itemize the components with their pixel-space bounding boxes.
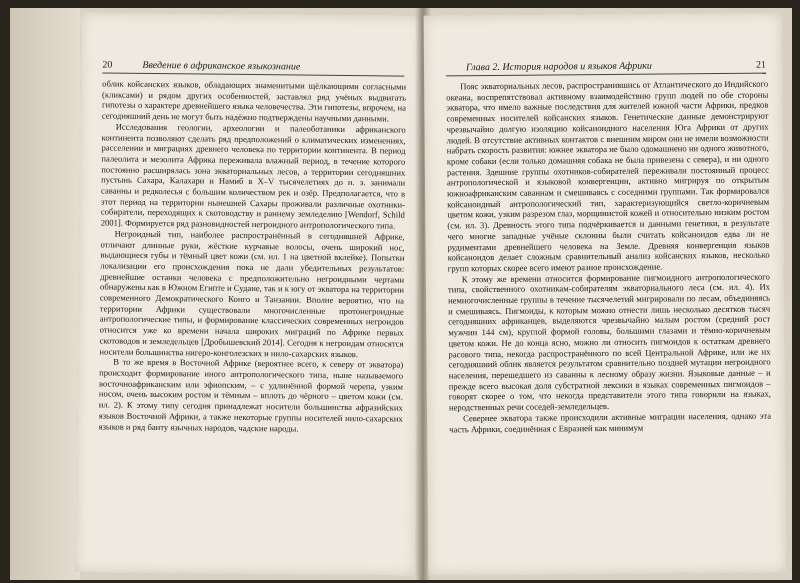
running-title: Глава 2. История народов и языков Африки: [465, 60, 652, 74]
paragraph: Пояс экваториальных лесов, распространившись от Атлантического до Индийского океана, воспрепятствовал активному взаимодействию групп людей по обе стороны экватора, что имело важные последствия для жителей южной части Африки, предков современных носителей койсанских языков. Генетические данные демонстрируют чрезвычайно долгую изоляцию койсаноидного населения Юга Африки от других людей. В отсутствие активных контактов с внешним миром они не имели возможности набрать скорость развития: южнее экватора не было одомашнено ни одного животного, кроме собаки (если только домашняя собака не была привезена с севера), и ни одного растения. Здешние группы охотников-собирателей переживали постоянный процесс антропологической и языковой конвергенции, активно мигрируя по открытым южноафриканским саваннам и смешиваясь с соседними группами. Так формировался койсаноидный антропологический тип, характеризующийся светло-коричневым цветом кожи, узким разрезом глаз, морщинистой кожей и относительно низким ростом (см. ил. 3). Древность этого типа подчёркивается и данными генетики, в результате чего многие западные учёные склонны были считать койсаноидов едва ли не рудиментами древнейшего человека на Земле. Древняя конвергенция языков койсаноидов делает сложным сравнительный анализ койсанских языков, несколько групп которых скорее всего имеют разное происхождение.: [446, 78, 770, 274]
paragraph: Севернее экватора также происходили активные миграции населения, однако эта часть Африки, соединённая с Евразией как минимум: [449, 410, 772, 434]
right-page-body: [446, 79, 771, 435]
right-running-header: [446, 57, 766, 77]
paragraph: К этому же времени относится формирование пигмоидного антропологического типа, свойственного охотникам-собирателям экваториального леса (см. ил. 4). Их немногочисленные группы в течение тысячелетий мигрировали по лесам, объединяясь и смешиваясь. Пигмоиды, к которым можно отнести лишь несколько десятков тысяч сегодняшних африканцев, выделяются чрезвычайно малым ростом (средний рост мужчин 144 см), круглой формой головы, большими глазами и тёмно-коричневым цветом кожи. Не до конца ясно, можно ли относить пигмоидов к остаткам древнего расового типа, некогда распространённого по всей Центральной Африке, или же их сегодняшний облик является результатом сравнительно поздней мутации негроидного населения, перешедшего из саванны к лесному образу жизни. Языковые данные – и прежде всего высокая доля субстратной лексики в языках современных пигмоидов – говорят скорее о том, что некогда представители этого типа говорили на языках, неродственных речи соседей-земледельцев.: [447, 271, 771, 413]
book-spread: [10, 8, 792, 580]
page-stack-edge: [10, 8, 80, 580]
left-page: [75, 12, 421, 576]
left-page-body: [99, 78, 407, 434]
paragraph: Исследования геологии, археологии и палеоботаники африканского континента позволяют сделать ряд предположений о климатических изменениях, расселении и миграциях древнего человека по территории континента. В период палеолита и мезолита Африка переживала влажный период, в течение которого постоянно расширялась зона экваториальных лесов, а территории сегодняшних пустынь Сахара, Калахари и Намиб в X–V тысячелетиях до н. э. занимали саванны и редколесья с большим количеством рек и озёр. Предполагается, что в этот период на территории нынешней Сахары проживали различные охотники-собиратели, переходящих к скотоводству и раннему земледелию [Wendorf, Schild 2001]. Формируется ряд разновидностей негроидного антропологического типа.: [100, 121, 406, 231]
running-title: Введение в африканское языкознание: [142, 59, 301, 73]
left-running-header: [102, 56, 404, 76]
page-number: 20: [102, 59, 113, 71]
paragraph: облик койсанских языков, обладающих знаменитыми щёлкающими согласными (кликсами) и рядом других особенностей, заставлял ряд учёных выдвигать гипотезы о характере древнейшего языка человечества. Эти гипотезы, впрочем, на сегодняшний день не могут быть надёжно подтверждены научными данными.: [101, 78, 407, 124]
paragraph: Негроидный тип, наиболее распространённый в сегодняшней Африке, отличают длинные руки, жёсткие курчавые волосы, очень широкий нос, выдающиеся губы и тёмный цвет кожи (см. ил. 1 на цветной вклейке). Попытки локализации его происхождения пока не дали убедительных результатов: древнейшие останки человека с предположительно негроидными чертами обнаружены как в Южном Египте и Судане, так и к югу от экватора на территории современного Демократического Конго и Танзании. Вполне вероятно, что на территории Африки существовали многочисленные протонегроидные антропологические типы, и формирование классических современных негроидов относится уже ко времени начала широких миграций по Африке первых скотоводов и земледельцев [Дробышевский 2014]. Сегодня к негроидам относятся носители большинства нигеро-конголезских и нило-сахарских языков.: [99, 228, 405, 359]
right-page: [424, 12, 787, 575]
paragraph: В то же время в Восточной Африке (вероятнее всего, к северу от экватора) происходит формирование иного антропологического типа, ныне называемого восточноафриканским или эфиопским, – с удлинённой формой черепа, узким носом, очень высоким ростом и тёмным – вплоть до чёрного – цветом кожи (см. ил. 2). К этому типу сегодня принадлежат носители большинства афразийских языков Восточной Африки, а также некоторые группы носителей нило-сахарских языков и ряд банту язычных народов, чадские народы.: [98, 356, 404, 434]
page-number: 21: [755, 59, 767, 71]
